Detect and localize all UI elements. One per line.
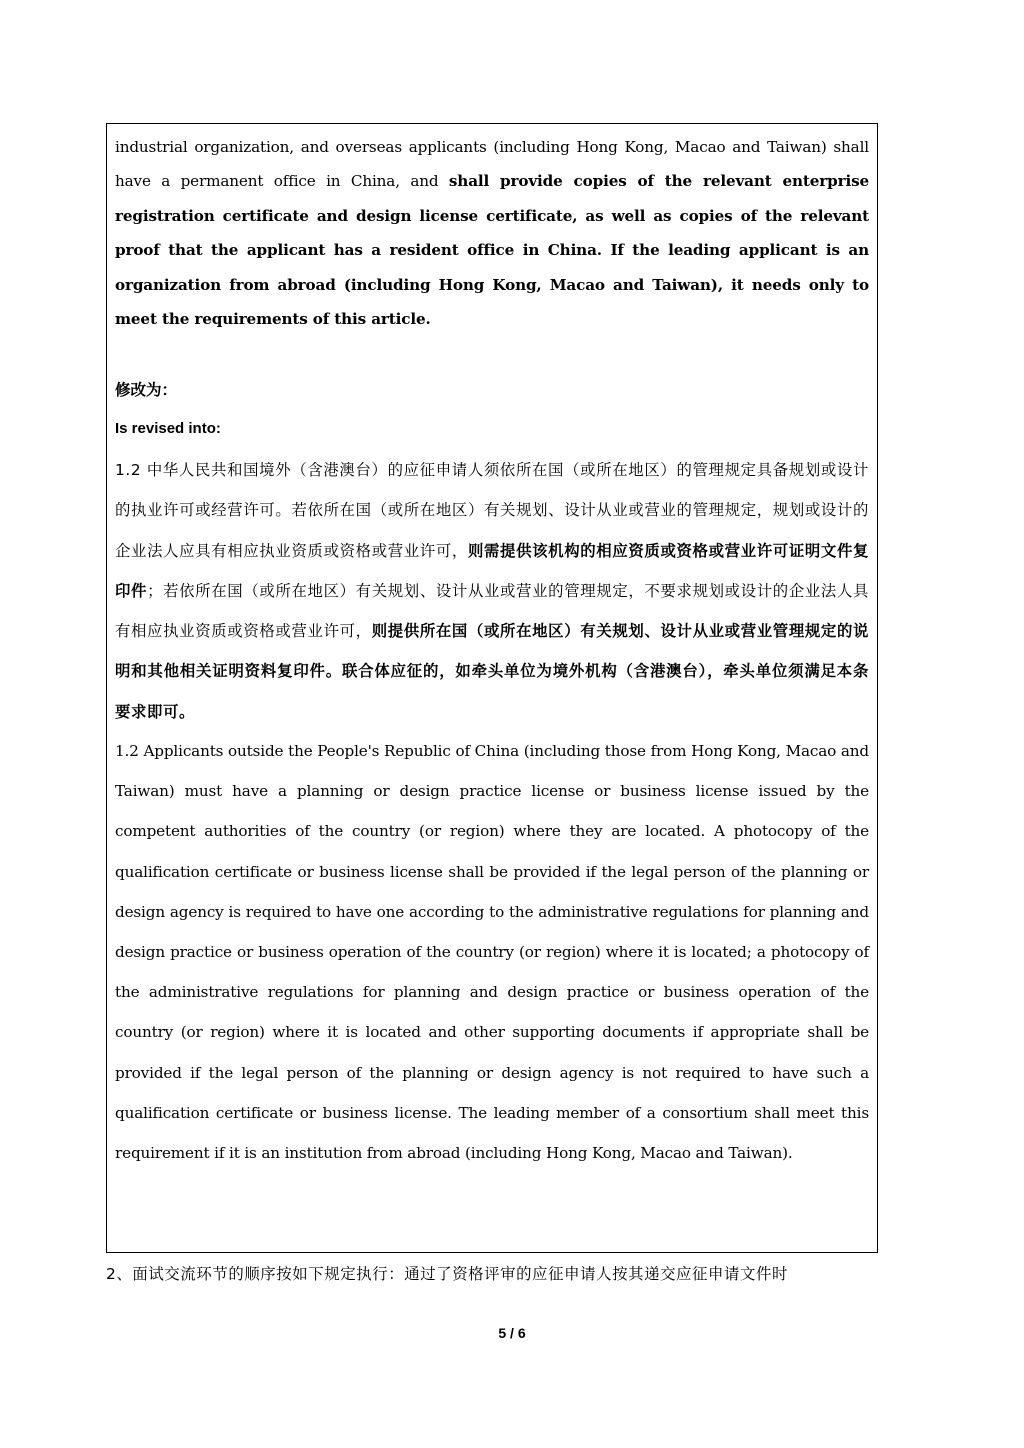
english-revised-paragraph: 1.2 Applicants outside the People's Republic of China (including those from Hong Kong, Macao and Taiwan) must have a planning or design practice license or business license issued by the competent authorities of the country (or region) where they are located. A photocopy of the qualification certificate or business license shall be provided if the legal person of the planning or design agency is required to have one according to the administrative regulations for planning and design practice or business operation of the country (or region) where it is located; a photocopy of the administrative regulations for planning and design practice or business operation of the country (or region) where it is located and other supporting documents if appropriate shall be provided if the legal person of the planning or design agency is not required to have such a qualification certificate or business license. The leading member of a consortium shall meet this requirement if it is an institution from abroad (including Hong Kong, Macao and Taiwan). [115,742,869,1163]
following-clause-line: 2、面试交流环节的顺序按如下规定执行：通过了资格评审的应征申请人按其递交应征申请文件时 [106,1265,788,1283]
zh-bold-1: 则需提供该机构的相应资质或资格或营业许可证明文件复印件 [115,541,869,600]
top-paragraph-bold: shall provide copies of the relevant enterprise registration certificate and design license certificate, as well as copies of the relevant proof that the applicant has a resident office in China. If the leading applicant is an organization from abroad (including Hong Kong, Macao and Taiwan), it needs only to meet the requirements of this article. [115,172,869,329]
revised-label-en: Is revised into: [115,420,221,437]
zh-bold-2: 则提供所在国（或所在地区）有关规划、设计从业或营业管理规定的说明和其他相关证明资料复印件。联合体应征的，如牵头单位为境外机构（含港澳台），牵头单位须满足本条要求即可。 [115,622,869,721]
page-number: 5 / 6 [498,1325,526,1341]
revised-label-zh: 修改为： [115,381,178,399]
chinese-revised-paragraph [115,450,869,732]
zh-part-1: 1.2 中华人民共和国境外（含港澳台）的应征申请人须依所在国（或所在地区）的管理规定具备规划或设计的执业许可或经营许可。若依所在国（或所在地区）有关规划、设计从业或营业的管理规定，规划或设计的企业法人应具有相应执业资质或资格或营业许可， [115,461,869,560]
top-paragraph [115,130,869,336]
zh-part-2: ；若依所在国（或所在地区）有关规划、设计从业或营业的管理规定，不要求规划或设计的企业法人具有相应执业资质或资格或营业许可， [115,581,869,641]
top-paragraph-plain: industrial organization, and overseas applicants (including Hong Kong, Macao and Taiwan) shall have a permanent office in China, and [115,138,869,191]
